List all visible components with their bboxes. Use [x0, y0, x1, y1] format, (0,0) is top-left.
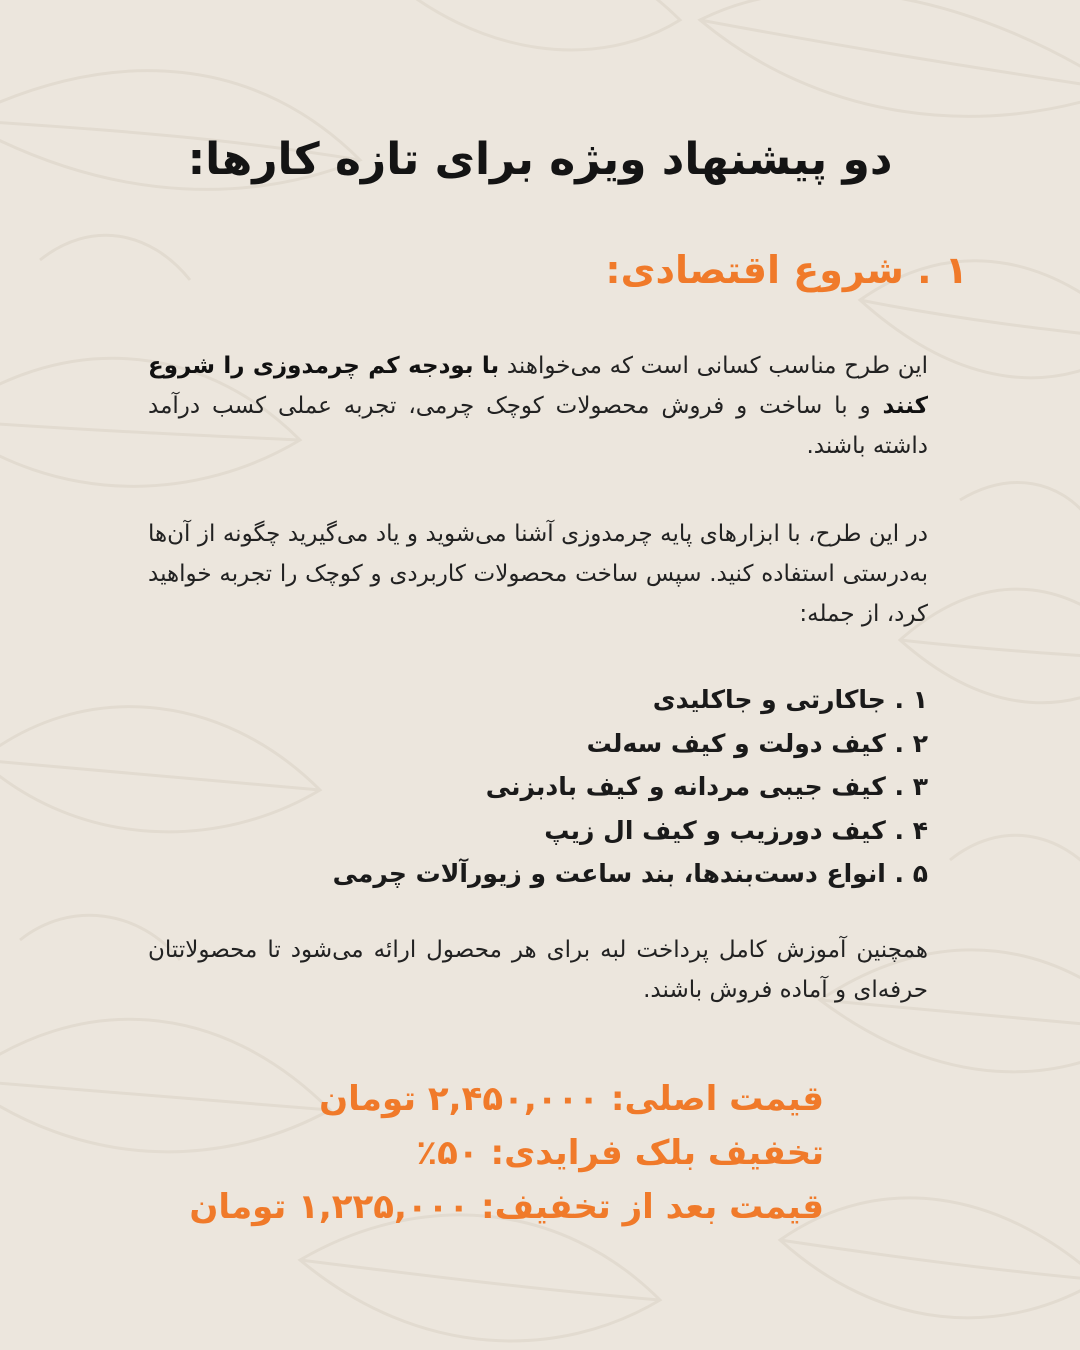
intro-text-end: و با ساخت و فروش محصولات کوچک چرمی، تجربه عملی کسب درآمد داشته باشند. [148, 393, 928, 459]
product-list [148, 678, 928, 896]
list-item-label: کیف دورزیب و کیف ال زیپ [544, 815, 886, 845]
list-item [148, 852, 928, 896]
list-item [148, 809, 928, 853]
list-item-number: ۲ . [894, 728, 928, 758]
list-item-label: کیف جیبی مردانه و کیف بادبزنی [485, 772, 886, 801]
list-item-label: کیف دولت و کیف سه‌لت [586, 728, 886, 758]
list-item [148, 678, 928, 722]
list-item [148, 722, 928, 766]
intro-text-start: این طرح مناسب کسانی است که می‌خواهند [499, 353, 928, 379]
list-item-label: انواع دست‌بندها، بند ساعت و زیورآلات چرمی [332, 859, 886, 888]
original-price: قیمت اصلی: ۲,۴۵۰,۰۰۰ تومان [319, 1079, 824, 1119]
intro-bold-text: با بودجه کم چرمدوزی را شروع کنند [148, 353, 928, 419]
intro-paragraph [148, 346, 928, 466]
page-title: دو پیشنهاد ویژه برای تازه کارها: [187, 134, 893, 185]
list-item-number: ۵ . [894, 859, 928, 888]
section-heading: ۱ . شروع اقتصادی: [605, 248, 968, 292]
list-item-number: ۱ . [894, 685, 928, 714]
list-item-number: ۳ . [894, 772, 928, 801]
description-paragraph: در این طرح، با ابزارهای پایه چرمدوزی آشنا می‌شوید و یاد می‌گیرید چگونه از آن‌ها به‌درستی استفاده کنید. سپس ساخت محصولات کاربردی و کوچک را تجربه خواهید کرد، از جمله: [148, 521, 928, 627]
edge-finishing-paragraph: همچنین آموزش کامل پرداخت لبه برای هر محصول ارائه می‌شود تا محصولاتتان حرفه‌ای و آماده فروش باشند. [148, 937, 928, 1003]
list-item [148, 765, 928, 809]
list-item-label: جاکارتی و جاکلیدی [652, 685, 886, 714]
discount-label: تخفیف بلک فرایدی: ۵۰٪ [416, 1133, 824, 1173]
list-item-number: ۴ . [894, 815, 928, 845]
final-price: قیمت بعد از تخفیف: ۱,۲۲۵,۰۰۰ تومان [189, 1187, 824, 1227]
price-block [124, 1072, 824, 1234]
